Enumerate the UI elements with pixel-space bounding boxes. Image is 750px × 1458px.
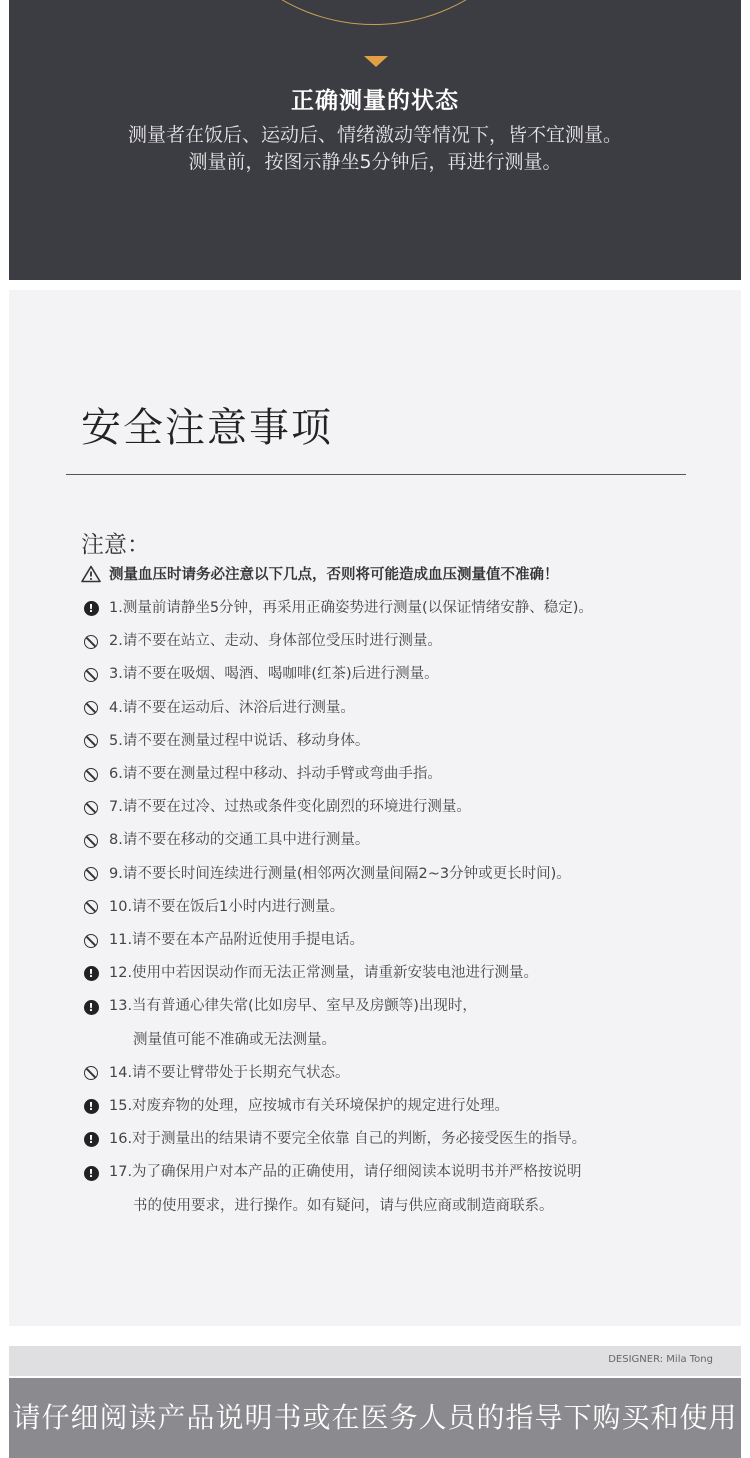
exclamation-icon: ! (84, 966, 99, 981)
notice-item-icon (81, 758, 101, 791)
notice-item-line: 10.请不要在饭后1小时内进行测量。 (109, 898, 345, 915)
footer-banner (9, 1378, 741, 1458)
notice-item-line: 8.请不要在移动的交通工具中进行测量。 (109, 832, 370, 849)
notice-item-text (109, 625, 442, 658)
notice-item-text (109, 1090, 509, 1123)
notice-item-line: 3.请不要在吸烟、喝酒、喝咖啡(红茶)后进行测量。 (109, 666, 439, 683)
footer-text: 请仔细阅读产品说明书或在医务人员的指导下购买和使用 (12, 1401, 738, 1434)
notice-item-text (109, 924, 364, 957)
prohibited-icon (84, 834, 98, 848)
notice-item-icon (81, 791, 101, 824)
notice-item-line: 1.测量前请静坐5分钟，再采用正确姿势进行测量(以保证情绪安静、稳定)。 (109, 600, 593, 616)
notice-item (81, 957, 721, 990)
prohibited-icon (84, 734, 98, 748)
notice-item-text (109, 758, 442, 791)
notice-item-text (109, 824, 369, 857)
notice-item (81, 1123, 721, 1156)
notice-item (81, 625, 721, 658)
notice-item (81, 1057, 721, 1090)
warning-row (81, 563, 559, 584)
notice-item-icon (81, 1123, 101, 1156)
notice-item-icon (81, 924, 101, 957)
notice-item-line: 15.对废弃物的处理，应按城市有关环境保护的规定进行处理。 (109, 1098, 510, 1115)
notice-item-line: 12.使用中若因误动作而无法正常测量，请重新安装电池进行测量。 (109, 965, 539, 982)
notice-item-line: 书的使用要求，进行操作。如有疑问，请与供应商或制造商联系。 (133, 1197, 554, 1214)
notice-item-text (109, 858, 571, 891)
notice-item-text (109, 658, 439, 691)
warning-text: 测量血压时请务必注意以下几点，否则将可能造成血压测量值不准确！ (109, 567, 559, 583)
notice-label: 注意： (81, 532, 150, 558)
safety-notice-panel (9, 290, 741, 1326)
notice-item-line: 7.请不要在过冷、过热或条件变化剧烈的环境进行测量。 (109, 799, 471, 816)
notice-item-line: 16.对于测量出的结果请不要完全依靠 自己的判断，务必接受医生的指导。 (109, 1131, 587, 1148)
notice-item (81, 692, 721, 725)
exclamation-icon: ! (84, 1000, 99, 1015)
notice-item-line: 11.请不要在本产品附近使用手提电话。 (109, 932, 365, 949)
notice-item (81, 791, 721, 824)
notice-items-list (81, 592, 721, 1223)
notice-item (81, 1090, 721, 1123)
notice-item-icon (81, 658, 101, 691)
notice-item-text (109, 990, 477, 1056)
notice-item-line: 4.请不要在运动后、沐浴后进行测量。 (109, 699, 355, 716)
notice-item-icon (81, 592, 101, 625)
prohibited-icon (84, 635, 98, 649)
notice-item-text (109, 592, 593, 625)
notice-item (81, 824, 721, 857)
state-title: 正确测量的状态 (291, 88, 459, 114)
exclamation-icon: ! (84, 1132, 99, 1147)
notice-item (81, 725, 721, 758)
notice-item (81, 592, 721, 625)
prohibited-icon (84, 900, 98, 914)
exclamation-icon: ! (84, 601, 99, 616)
exclamation-icon: ! (84, 1166, 99, 1181)
notice-item-icon (81, 957, 101, 990)
exclamation-icon: ! (84, 1099, 99, 1114)
notice-item-text (109, 1123, 586, 1156)
notice-item (81, 1156, 721, 1222)
prohibited-icon (84, 801, 98, 815)
notice-item-text (109, 1057, 350, 1090)
notice-item-text (109, 957, 538, 990)
state-description-line: 测量者在饭后、运动后、情绪激动等情况下，皆不宜测量。 (127, 124, 622, 146)
notice-item-icon (81, 858, 101, 891)
prohibited-icon (84, 934, 98, 948)
notice-item-line: 测量值可能不准确或无法测量。 (133, 1031, 336, 1048)
notice-item-text (109, 791, 471, 824)
notice-item-icon (81, 625, 101, 658)
notice-item-icon (81, 692, 101, 725)
designer-band (9, 1346, 741, 1376)
notice-item-line: 13.当有普通心律失常(比如房早、室早及房颤等)出现时， (109, 998, 477, 1015)
decorative-arc (199, 0, 549, 25)
notice-item-text (109, 692, 355, 725)
notice-item (81, 758, 721, 791)
divider (66, 474, 686, 475)
notice-item-line: 6.请不要在测量过程中移动、抖动手臂或弯曲手指。 (109, 766, 442, 783)
prohibited-icon (84, 1066, 98, 1080)
notice-item-icon (81, 725, 101, 758)
notice-item-line: 14.请不要让臂带处于长期充气状态。 (109, 1064, 350, 1081)
warning-triangle-icon (81, 565, 101, 583)
notice-item (81, 924, 721, 957)
designer-credit: DESIGNER: Mila Tong (608, 1354, 713, 1365)
notice-item-icon (81, 824, 101, 857)
notice-item-line: 9.请不要长时间连续进行测量(相邻两次测量间隔2~3分钟或更长时间)。 (109, 865, 571, 882)
notice-item-text (109, 891, 344, 924)
prohibited-icon (84, 701, 98, 715)
notice-item-icon (81, 1057, 101, 1090)
notice-item-icon (81, 990, 101, 1023)
notice-item-line: 5.请不要在测量过程中说话、移动身体。 (109, 732, 370, 749)
notice-item-line: 17.为了确保用户对本产品的正确使用，请仔细阅读本说明书并严格按说明 (109, 1164, 582, 1181)
notice-item (81, 658, 721, 691)
notice-item-icon (81, 891, 101, 924)
safety-heading: 安全注意事项 (81, 405, 333, 451)
notice-item-icon (81, 1090, 101, 1123)
prohibited-icon (84, 867, 98, 881)
notice-item-text (109, 1156, 582, 1222)
prohibited-icon (84, 668, 98, 682)
notice-item-icon (81, 1156, 101, 1189)
notice-item (81, 891, 721, 924)
down-triangle-icon (364, 56, 388, 67)
measurement-state-panel (9, 0, 741, 280)
notice-item (81, 990, 721, 1056)
notice-item-line: 2.请不要在站立、走动、身体部位受压时进行测量。 (109, 633, 442, 650)
prohibited-icon (84, 768, 98, 782)
notice-item-text (109, 725, 369, 758)
state-description-line: 测量前，按图示静坐5分钟后，再进行测量。 (188, 151, 562, 173)
notice-item (81, 858, 721, 891)
